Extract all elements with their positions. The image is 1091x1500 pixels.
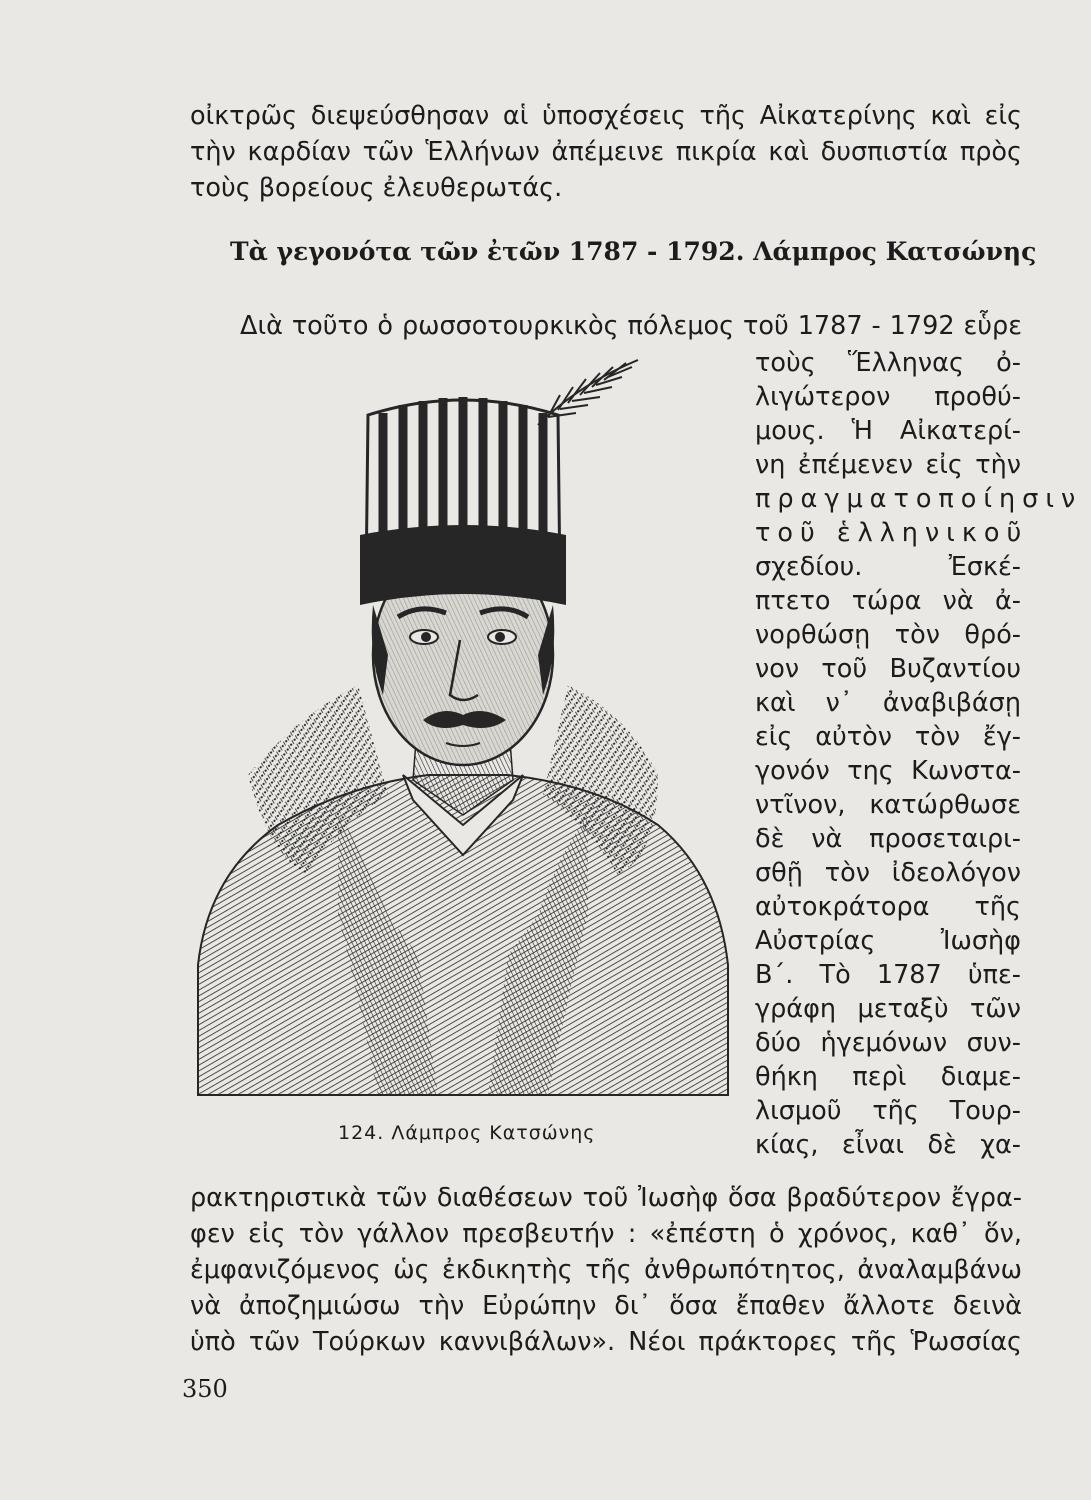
column-line: λισμοῦ τῆς Τουρ- — [755, 1096, 1021, 1126]
column-line: νορθώσῃ τὸν θρό- — [755, 620, 1021, 650]
closing-line-2: φεν εἰς τὸν γάλλον πρεσβευτήν : «ἐπέστη ὁ χρόνος, καθ᾽ ὅν, — [190, 1219, 1022, 1249]
column-line: γράφη μεταξὺ τῶν — [755, 994, 1021, 1024]
column-line: δὲ νὰ προσεταιρι- — [755, 824, 1021, 854]
column-line: λιγώτερον προθύ- — [755, 382, 1021, 412]
column-line: αὐτοκράτορα τῆς — [755, 892, 1021, 922]
paragraph-first-line: Διὰ τοῦτο ὁ ρωσσοτουρκικὸς πόλεμος τοῦ 1787 - 1792 εὗρε — [240, 311, 1022, 341]
column-line: νη ἐπέμενεν εἰς τὴν — [755, 450, 1021, 480]
column-line: πραγματοποίησιν — [755, 484, 1083, 514]
column-line: τοῦ ἑλληνικοῦ — [755, 518, 1029, 548]
closing-line-1: ρακτηριστικὰ τῶν διαθέσεων τοῦ Ἰωσὴφ ὅσα βραδύτερον ἔγρα- — [190, 1183, 1022, 1213]
column-line: καὶ ν᾽ ἀναβιβάσῃ — [755, 688, 1021, 718]
portrait-engraving — [188, 355, 736, 1105]
intro-line-2: τὴν καρδίαν τῶν Ἑλλήνων ἀπέμεινε πικρία καὶ δυσπιστία πρὸς — [190, 137, 1022, 167]
column-line: δύο ἡγεμόνων συν- — [755, 1028, 1021, 1058]
intro-line-1: οἰκτρῶς διεψεύσθησαν αἱ ὑποσχέσεις τῆς Αἰκατερίνης καὶ εἰς — [190, 101, 1022, 131]
column-line: νον τοῦ Βυζαντίου — [755, 654, 1021, 684]
column-line: ντῖνον, κατώρθωσε — [755, 790, 1021, 820]
column-line: σχεδίου. Ἐσκέ- — [755, 552, 1021, 582]
figure-caption: 124. Λάμπρος Κατσώνης — [338, 1122, 596, 1144]
closing-line-3: ἐμφανιζόμενος ὡς ἐκδικητὴς τῆς ἀνθρωπότητος, ἀναλαμβάνω — [190, 1255, 1022, 1285]
section-heading: Τὰ γεγονότα τῶν ἐτῶν 1787 - 1792. Λάμπρος Κατσώνης — [230, 237, 1037, 266]
page-number: 350 — [182, 1375, 228, 1403]
column-line: γονόν της Κωνστα- — [755, 756, 1021, 786]
closing-line-5: ὑπὸ τῶν Τούρκων καννιβάλων». Νέοι πράκτορες τῆς Ῥωσσίας — [190, 1327, 1022, 1357]
column-line: Β΄. Τὸ 1787 ὑπε- — [755, 960, 1021, 990]
closing-line-4: νὰ ἀποζημιώσω τὴν Εὐρώπην δι᾽ ὅσα ἔπαθεν ἄλλοτε δεινὰ — [190, 1291, 1022, 1321]
column-line: θήκη περὶ διαμε- — [755, 1062, 1021, 1092]
column-line: σθῇ τὸν ἰδεολόγον — [755, 858, 1021, 888]
intro-line-3: τοὺς βορείους ἐλευθερωτάς. — [190, 173, 563, 203]
column-line: τοὺς Ἕλληνας ὀ- — [755, 348, 1021, 378]
column-line: εἰς αὐτὸν τὸν ἔγ- — [755, 722, 1021, 752]
column-line: κίας, εἶναι δὲ χα- — [755, 1130, 1021, 1160]
column-line: Αὐστρίας Ἰωσὴφ — [755, 926, 1021, 956]
column-line: πτετο τώρα νὰ ἀ- — [755, 586, 1021, 616]
column-line: μους. Ἡ Αἰκατερί- — [755, 416, 1021, 446]
